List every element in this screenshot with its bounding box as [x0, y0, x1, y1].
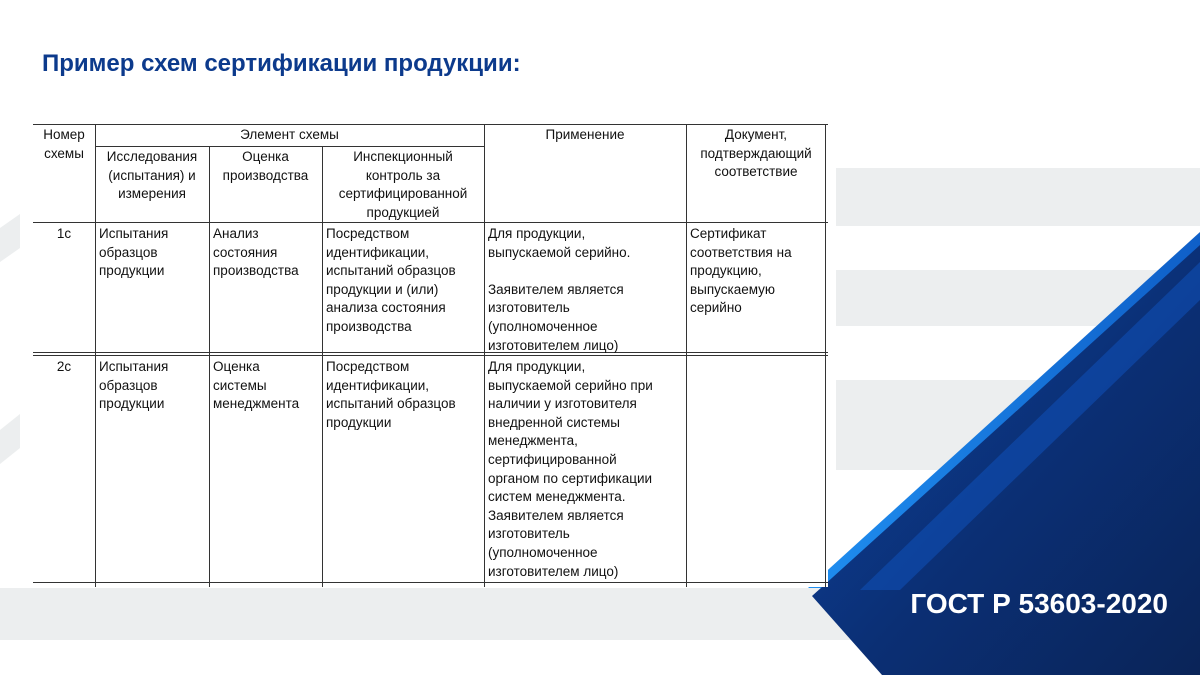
row-scheme-number: 2с [56, 359, 72, 374]
header-scheme-number: Номер схемы [43, 127, 85, 161]
row-application: Для продукции, выпускаемой серийно. Заявителем является изготовитель (уполномоченное изготовителем лицо) [488, 226, 631, 353]
header-scheme-element: Элемент схемы [240, 127, 339, 142]
left-chevron-stripe [0, 214, 20, 262]
left-chevron-stripe [0, 414, 20, 464]
row-application: Для продукции, выпускаемой серийно при наличии у изготовителя внедренной системы менеджмента, сертифицированной органом по сертификации систем менеджмента. Заявителем является изготовитель (уполномоченное изготовителем лицо) [488, 359, 653, 579]
grey-stripe [836, 168, 1200, 226]
row-production-assessment: Оценка системы менеджмента [213, 359, 300, 412]
header-application: Применение [545, 127, 625, 142]
row-scheme-number: 1с [56, 226, 72, 241]
row-production-assessment: Анализ состояния производства [213, 226, 299, 279]
grey-stripe-bottom [0, 588, 860, 640]
standard-label: ГОСТ Р 53603-2020 [910, 588, 1168, 619]
row-inspection-control: Посредством идентификации, испытаний образцов продукции и (или) анализа состояния производства [326, 226, 456, 334]
header-document: Документ, подтверждающий соответствие [700, 127, 812, 180]
header-research: Исследования (испытания) и измерения [106, 149, 198, 202]
header-inspection-control: Инспекционный контроль за сертифицированной продукцией [338, 149, 468, 220]
row-inspection-control: Посредством идентификации, испытаний образцов продукции [326, 359, 456, 430]
slide-title: Пример схем сертификации продукции: [42, 50, 521, 77]
certification-schemes-table [33, 122, 828, 587]
header-production-assessment: Оценка производства [222, 149, 309, 183]
row-document: Сертификат соответствия на продукцию, выпускаемую серийно [690, 226, 792, 316]
row-research: Испытания образцов продукции [99, 359, 169, 412]
row-research: Испытания образцов продукции [99, 226, 169, 279]
